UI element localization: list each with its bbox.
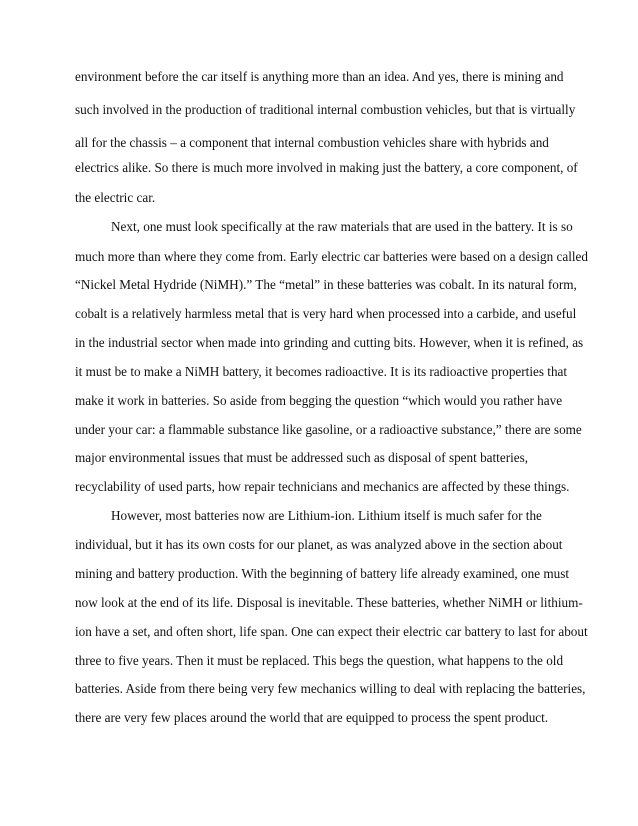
text-line: it must be to make a NiMH battery, it becomes radioactive. It is its radioactive properties that xyxy=(75,364,568,379)
text-line: environment before the car itself is anything more than an idea. And yes, there is mining and xyxy=(75,69,564,84)
text-line: the electric car. xyxy=(75,190,156,205)
text-line: there are very few places around the world that are equipped to process the spent product. xyxy=(75,710,549,725)
text-line: under your car: a flammable substance like gasoline, or a radioactive substance,” there are some xyxy=(75,422,582,437)
text-line: three to five years. Then it must be replaced. This begs the question, what happens to the old xyxy=(75,653,564,668)
text-line: make it work in batteries. So aside from begging the question “which would you rather have xyxy=(75,393,563,408)
paragraph-first-line: However, most batteries now are Lithium-ion. Lithium itself is much safer for the xyxy=(111,508,542,523)
text-line: much more than where they come from. Early electric car batteries were based on a design called xyxy=(75,249,588,264)
text-line: cobalt is a relatively harmless metal that is very hard when processed into a carbide, and useful xyxy=(75,306,577,321)
text-line: batteries. Aside from there being very few mechanics willing to deal with replacing the batteries, xyxy=(75,681,586,696)
text-line: major environmental issues that must be addressed such as disposal of spent batteries, xyxy=(75,450,529,465)
text-line: mining and battery production. With the beginning of battery life already examined, one must xyxy=(75,566,569,581)
text-line: individual, but it has its own costs for our planet, as was analyzed above in the section about xyxy=(75,537,563,552)
text-line: ion have a set, and often short, life span. One can expect their electric car battery to last for about xyxy=(75,624,588,639)
text-line: such involved in the production of traditional internal combustion vehicles, but that is virtually xyxy=(75,102,576,117)
text-line: “Nickel Metal Hydride (NiMH).” The “metal” in these batteries was cobalt. In its natural form, xyxy=(75,277,577,292)
text-line: all for the chassis – a component that internal combustion vehicles share with hybrids and xyxy=(75,135,549,150)
paragraph-first-line: Next, one must look specifically at the raw materials that are used in the battery. It is so xyxy=(111,219,573,234)
text-line: now look at the end of its life. Disposal is inevitable. These batteries, whether NiMH or lithium- xyxy=(75,595,583,610)
text-line: in the industrial sector when made into grinding and cutting bits. However, when it is refined, as xyxy=(75,335,584,350)
text-line: electrics alike. So there is much more involved in making just the battery, a core component, of xyxy=(75,160,578,175)
text-line: recyclability of used parts, how repair technicians and mechanics are affected by these things. xyxy=(75,479,570,494)
